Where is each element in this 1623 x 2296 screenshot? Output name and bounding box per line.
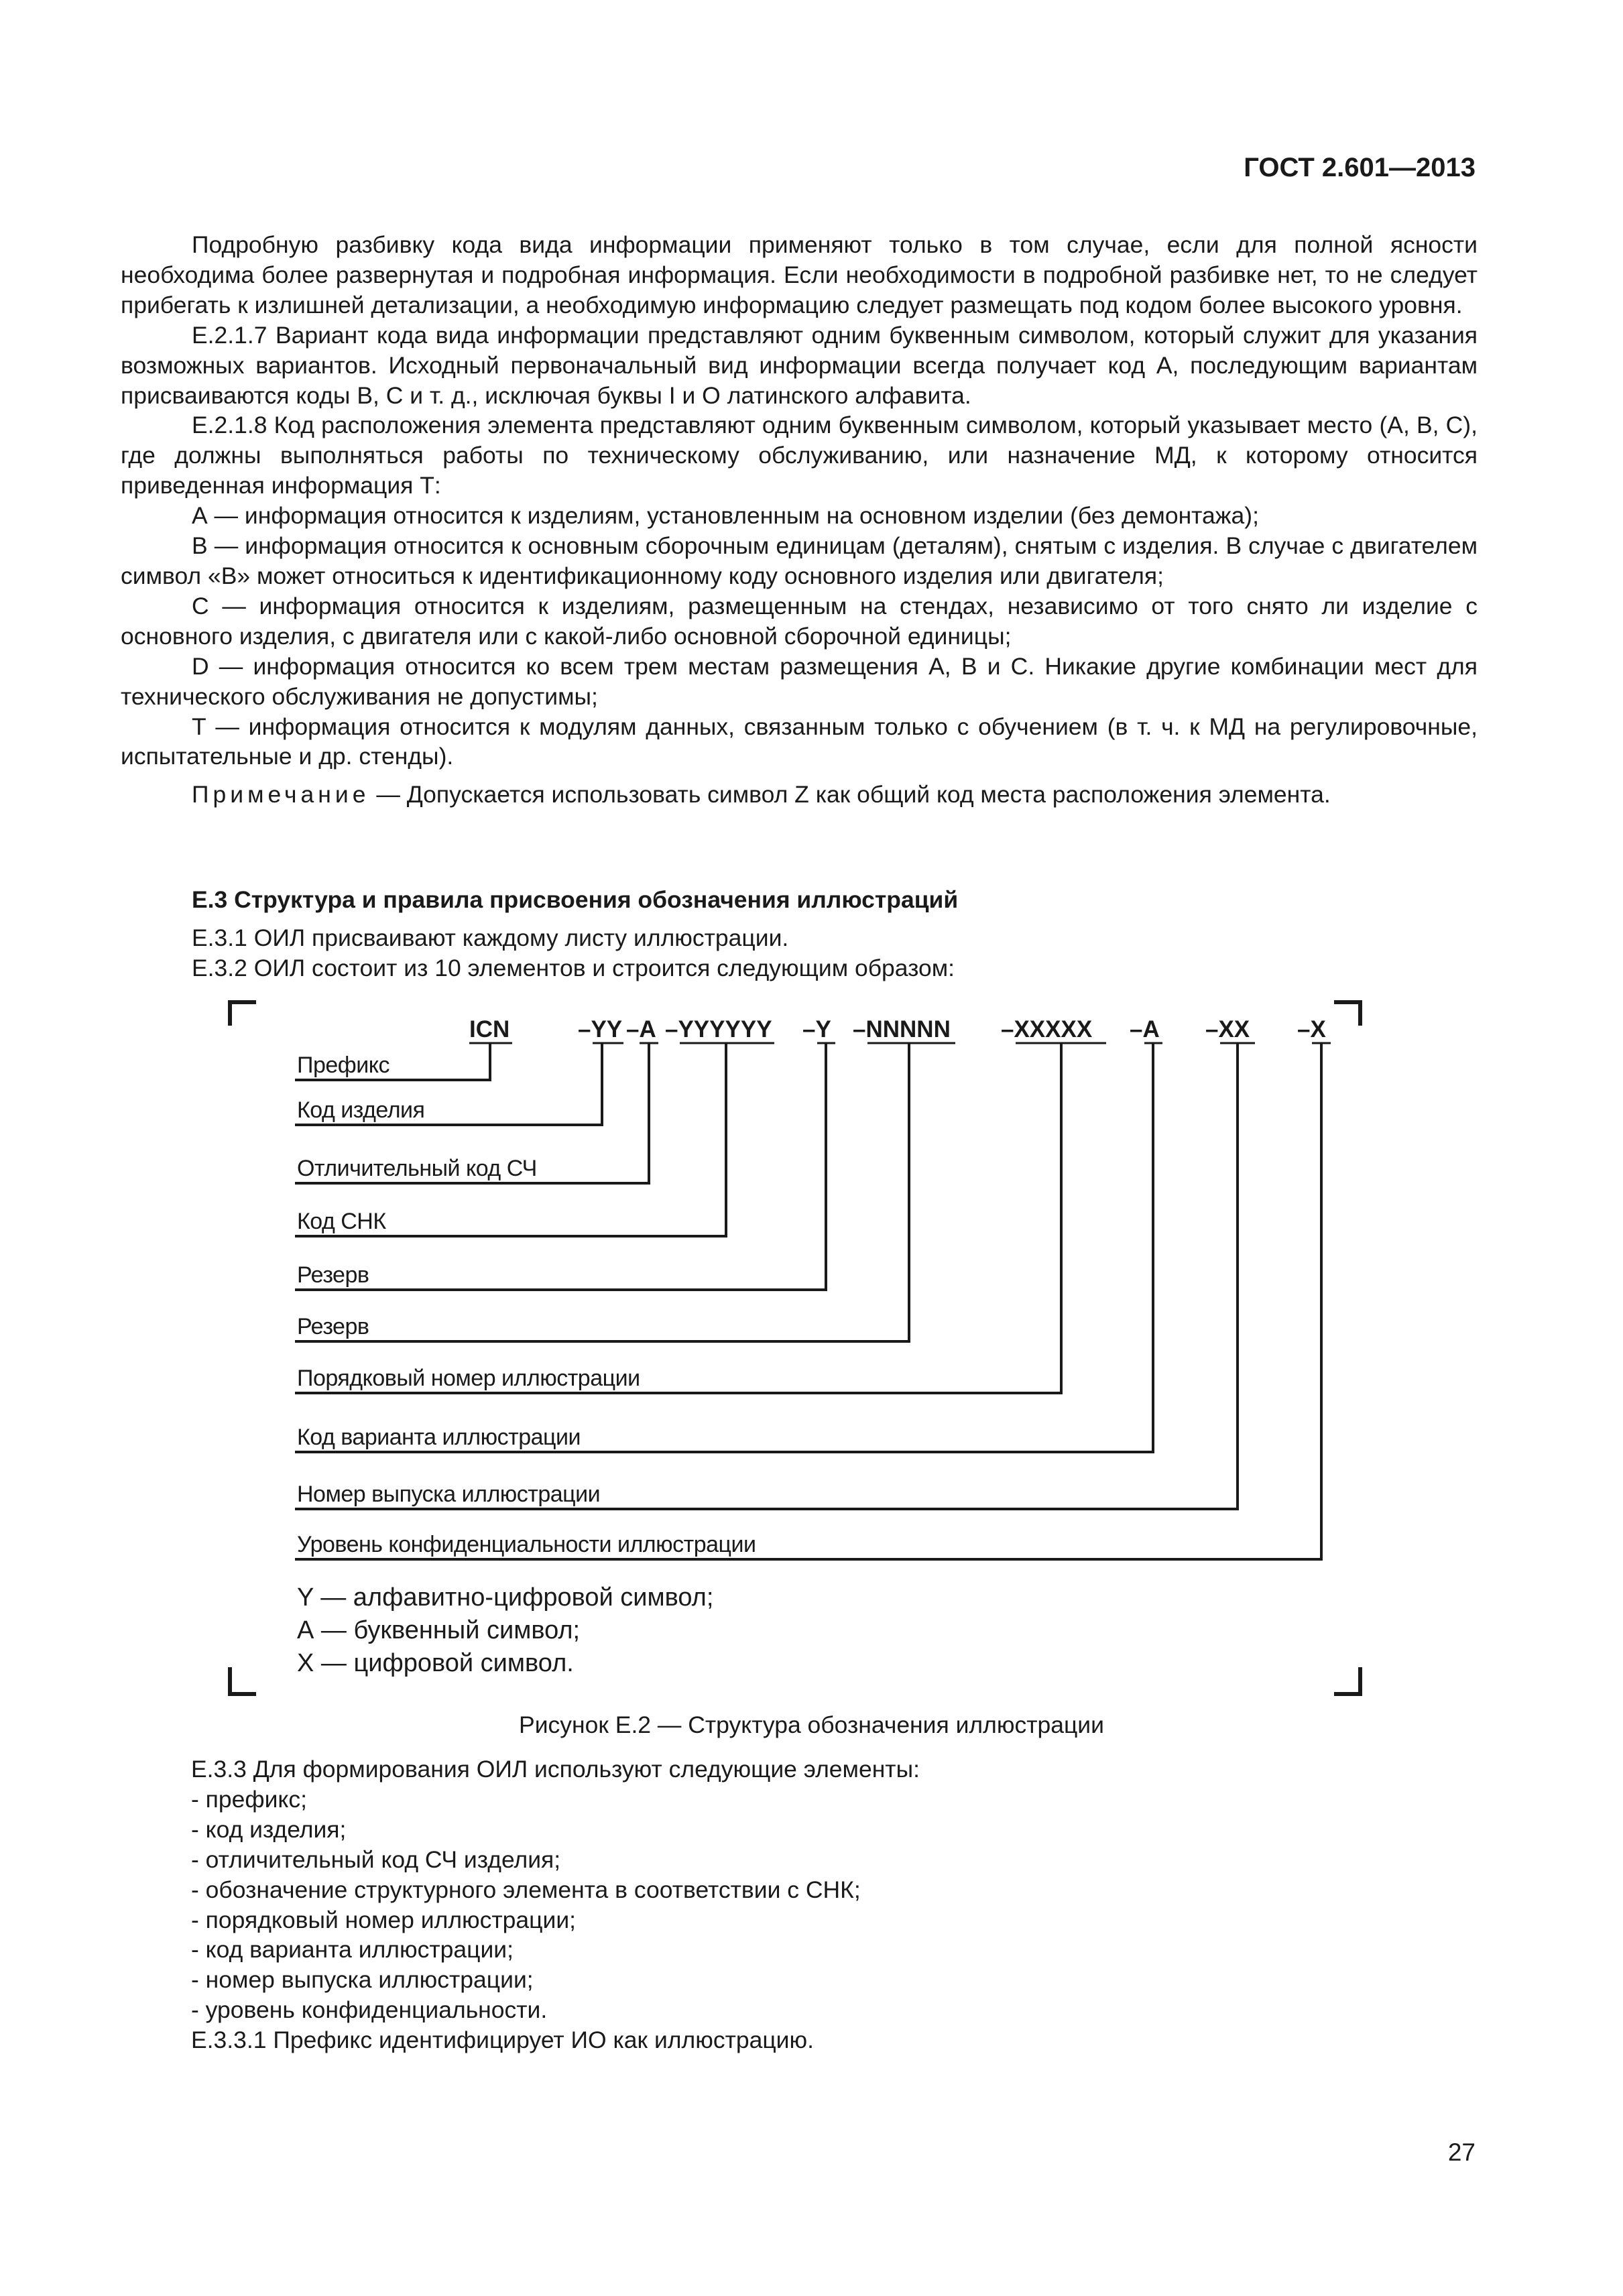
- list-item: - уровень конфиденциальности.: [191, 1996, 548, 2024]
- element-label: Резерв: [297, 1262, 369, 1288]
- list-item: - порядковый номер иллюстрации;: [191, 1906, 577, 1933]
- element-label: Префикс: [297, 1052, 389, 1078]
- list-item: - код изделия;: [191, 1815, 347, 1843]
- element-label: Уровень конфиденциальности иллюстрации: [297, 1532, 756, 1557]
- code-segment: –A: [1130, 1016, 1160, 1042]
- note-text: — Допускается использовать символ Z как общий код места расположения элемента.: [369, 781, 1331, 808]
- figure-caption: Рисунок Е.2 — Структура обозначения иллюстрации: [519, 1711, 1104, 1738]
- element-label: Номер выпуска иллюстрации: [297, 1482, 601, 1507]
- list-intro: Е.3.3 Для формирования ОИЛ используют следующие элементы:: [191, 1756, 920, 1783]
- paragraph: Е.3.2 ОИЛ состоит из 10 элементов и строится следующим образом:: [192, 954, 955, 981]
- element-label: Код СНК: [297, 1209, 386, 1234]
- section-heading: Е.3 Структура и правила присвоения обозначения иллюстраций: [192, 886, 959, 913]
- paragraph: В — информация относится к основным сборочным единицам (деталям), снятым с изделия. В случае с двигателем символ «В» может относиться к идентификационному коду основного изделия или двигателя;: [121, 532, 1478, 589]
- code-row: [469, 1016, 1326, 1042]
- list-item: - отличительный код СЧ изделия;: [191, 1846, 561, 1873]
- code-segment: –YYYYYY: [665, 1016, 772, 1042]
- legend-item: Y — алфавитно-цифровой символ;: [297, 1583, 714, 1612]
- element-label: Порядковый номер иллюстрации: [297, 1366, 640, 1391]
- paragraph: D — информация относится ко всем трем местам размещения А, В и С. Никакие другие комбинации мест для технического обслуживания не допустимы;: [121, 652, 1478, 710]
- element-label: Код изделия: [297, 1097, 425, 1123]
- code-segment: –YY: [578, 1016, 623, 1042]
- element-label: Отличительный код СЧ: [297, 1156, 537, 1181]
- elements-list: [191, 1754, 1465, 2055]
- paragraph: Подробную разбивку кода вида информации применяют только в том случае, если для полной ясности необходима более развернутая и подробная информация. Если необходимости в подробной разбивке нет, то не следует прибегать к излишней детализации, а необходимую информацию следует размещать под кодом более высокого уровня.: [121, 231, 1478, 318]
- list-item: - код варианта иллюстрации;: [191, 1936, 514, 1963]
- paragraph: А — информация относится к изделиям, установленным на основном изделии (без демонтажа);: [192, 502, 1259, 530]
- legend-item: А — буквенный символ;: [297, 1616, 581, 1644]
- page-number: 27: [1447, 2138, 1476, 2166]
- code-segment: –Y: [802, 1016, 831, 1042]
- element-label: Код варианта иллюстрации: [297, 1425, 581, 1450]
- code-segment: –X: [1297, 1016, 1326, 1042]
- list-item: - обозначение структурного элемента в соответствии с СНК;: [191, 1876, 861, 1903]
- paragraph: С — информация относится к изделиям, размещенным на стендах, независимо от того снято ли изделие с основного изделия, с двигателя или с какой-либо основной сборочной единицы;: [121, 592, 1478, 650]
- element-label: Резерв: [297, 1314, 369, 1339]
- code-segment: –XX: [1205, 1016, 1250, 1042]
- paragraph: Е.2.1.7 Вариант кода вида информации представляют одним буквенным символом, который служит для указания возможных вариантов. Исходный первоначальный вид информации всегда получает код А, последующим вариантам присваиваются коды В, С и т. д., исключая буквы I и О латинского алфавита.: [121, 321, 1478, 409]
- standard-header: ГОСТ 2.601—2013: [1244, 153, 1476, 182]
- note-label: Примечание: [192, 781, 370, 808]
- list-item: - префикс;: [191, 1785, 307, 1813]
- code-segment: –A: [626, 1016, 656, 1042]
- list-outro: Е.3.3.1 Префикс идентифицирует ИО как иллюстрацию.: [191, 2027, 814, 2054]
- list-item: - номер выпуска иллюстрации;: [191, 1966, 534, 1994]
- legend-item: Х — цифровой символ.: [297, 1649, 574, 1677]
- element-labels: [297, 1052, 756, 1557]
- paragraph: Т — информация относится к модулям данных, связанным только с обучением (в т. ч. к МД на регулировочные, испытательные и др. стенды).: [121, 713, 1478, 770]
- paragraph: Е.3.1 ОИЛ присваивают каждому листу иллюстрации.: [192, 924, 789, 951]
- code-segment: –NNNNN: [853, 1016, 951, 1042]
- figure-legend: [297, 1583, 713, 1677]
- paragraph: Е.2.1.8 Код расположения элемента представляют одним буквенным символом, который указывает место (А, В, С), где должны выполняться работы по техническому обслуживанию, или назначение МД, к которому относится приведенная информация Т:: [121, 412, 1478, 499]
- code-segment: –XXXXX: [1001, 1016, 1093, 1042]
- code-segment: ICN: [469, 1016, 510, 1042]
